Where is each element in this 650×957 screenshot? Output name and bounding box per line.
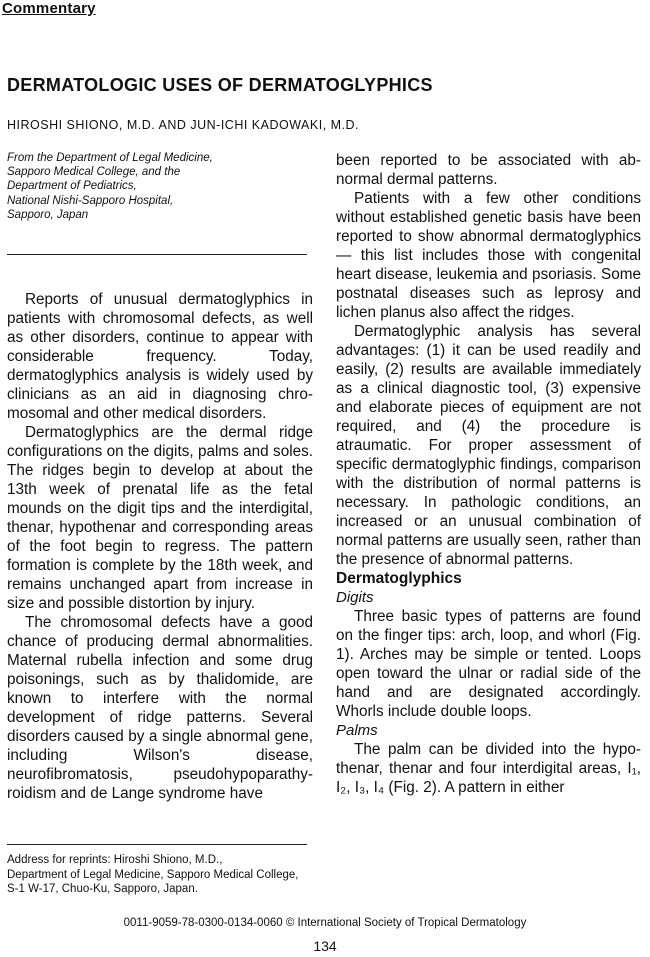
body-paragraph: The chromosomal defects have a good chance of producing dermal abnormalities. Maternal rubella infection and some drug poisonings, such as by thalidomide, are known to interfere with the normal development of ridge patterns. Several disorders caused by a single abnormal gene, including Wilson's disease, neurofibromatosis, pseudohypoparathyroidism and de Lange syndrome have bbox=[7, 614, 313, 802]
affiliation-divider bbox=[7, 254, 307, 255]
section-label: Commentary bbox=[2, 0, 96, 17]
reprint-line: S-1 W-17, Chuo-Ku, Sapporo, Japan. bbox=[7, 883, 198, 895]
section-heading: Dermatoglyphics bbox=[336, 570, 462, 587]
body-paragraph: Patients with a few other conditions without established genetic basis have been reported to show abnormal dermatoglyphics — this list includes those with congenital heart disease, leukemia and psoriasis. Some postnatal diseases such as leprosy and lichen planus also affect the ridges. bbox=[336, 190, 641, 321]
page-number: 134 bbox=[313, 938, 337, 954]
reprint-line: Department of Legal Medicine, Sapporo Medical College, bbox=[7, 868, 299, 881]
body-paragraph: Three basic types of patterns are found on the finger tips: arch, loop, and whorl (Fig. 1). Arches may be simple or tented. Loops open toward the ulnar or radial side of the hand and are designated accordingly. Whorls include double loops. bbox=[336, 608, 641, 720]
left-column bbox=[7, 290, 313, 803]
affiliation-line: Sapporo Medical College, and the bbox=[7, 166, 181, 179]
footnote-divider bbox=[7, 844, 307, 845]
article-title: DERMATOLOGIC USES OF DERMATOGLYPHICS bbox=[7, 75, 433, 95]
copyright-line: 0011-9059-78-0300-0134-0060 © International Society of Tropical Dermatology bbox=[123, 917, 527, 929]
right-column bbox=[336, 151, 641, 797]
reprint-line: Address for reprints: Hiroshi Shiono, M.D., bbox=[7, 854, 223, 866]
subsection-heading-palms: Palms bbox=[336, 722, 378, 739]
body-paragraph: Dermatoglyphics are the dermal ridge configurations on the digits, palms and soles. The ridges begin to develop at about the 13th week of prenatal life as the fetal mounds on the digit tips and the interdigital, thenar, hypothenar and corresponding areas of the foot begin to regress. The pattern formation is complete by the 18th week, and remains unchanged apart from increase in size and possible distortion by injury. bbox=[7, 424, 313, 612]
body-paragraph: The palm can be divided into the hypothenar, thenar and four interdigital areas, I₁, I₂, I₃, I₄ (Fig. 2). A pattern in either bbox=[336, 741, 641, 796]
subsection-heading-digits: Digits bbox=[336, 589, 374, 606]
body-paragraph-continuation: been reported to be associated with abnormal dermal patterns. bbox=[336, 152, 641, 188]
affiliation-line: Sapporo, Japan bbox=[7, 208, 89, 221]
affiliation-line: National Nishi-Sapporo Hospital, bbox=[7, 194, 174, 207]
body-paragraph: Dermatoglyphic analysis has several advantages: (1) it can be used readily and easily, (2) results are available immediately as a clinical diagnostic tool, (3) expensive and elaborate pieces of equipment are not required, and (4) the procedure is atraumatic. For proper assessment of specific dermatoglyphic findings, comparison with the distribution of normal patterns is necessary. In pathologic conditions, an increased or an unusual combination of normal patterns are usually seen, rather than the presence of abnormal patterns. bbox=[336, 323, 641, 568]
affiliation-line: From the Department of Legal Medicine, bbox=[7, 152, 213, 164]
reprint-address bbox=[7, 853, 317, 897]
affiliation-line: Department of Pediatrics, bbox=[7, 180, 137, 193]
body-paragraph: Reports of unusual dermatoglyphics in patients with chromosomal defects, as well as other disorders, continue to appear with considerable frequency. Today, dermatoglyphics analysis is widely used by clinicians as an aid in diagnosing chromosomal and other medical disorders. bbox=[7, 291, 313, 422]
article-authors: HIROSHI SHIONO, M.D. AND JUN-ICHI KADOWAKI, M.D. bbox=[7, 118, 360, 132]
author-affiliation bbox=[7, 151, 307, 222]
